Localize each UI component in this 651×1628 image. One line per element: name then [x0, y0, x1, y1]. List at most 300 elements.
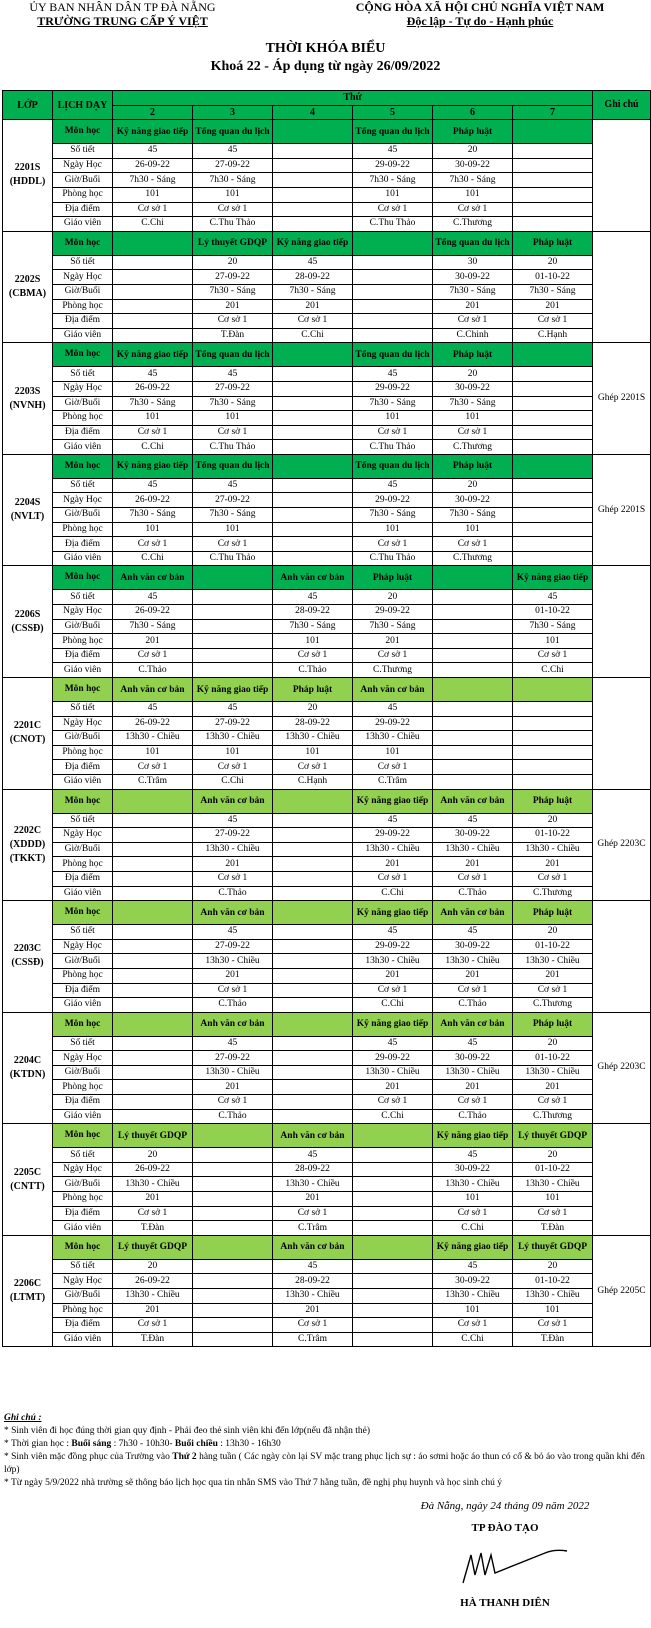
detail-cell: [113, 828, 193, 843]
subject-cell: Kỹ năng giao tiếp: [113, 343, 193, 367]
detail-cell: 28-09-22: [273, 1274, 353, 1289]
detail-cell: Cơ sở 1: [433, 1318, 513, 1333]
row-label: Địa điểm: [53, 1206, 113, 1221]
subject-cell: Anh văn cơ bản: [193, 901, 273, 925]
class-name: 2202S: [14, 274, 41, 286]
detail-cell: [193, 648, 273, 663]
detail-cell: [113, 299, 193, 314]
detail-cell: 101: [193, 411, 273, 426]
detail-cell: 20: [513, 1036, 593, 1051]
detail-cell: 45: [433, 1259, 513, 1274]
detail-cell: C.Chinh: [433, 328, 513, 343]
detail-cell: [193, 1289, 273, 1304]
detail-cell: [433, 731, 513, 746]
class-detail-row: [3, 255, 651, 270]
detail-cell: Cơ sở 1: [513, 648, 593, 663]
class-detail-row: [3, 590, 651, 605]
detail-cell: 26-09-22: [113, 1162, 193, 1177]
class-subject-row: [3, 454, 651, 478]
note-bold: Buổi sáng: [71, 1439, 112, 1449]
detail-cell: 201: [433, 1080, 513, 1095]
note-item: * Từ ngày 5/9/2022 nhà trường sẽ thông báo lịch học qua tin nhắn SMS vào Thứ 7 hằng tuần, đề nghị phụ huynh và học sinh chú ý: [4, 1478, 502, 1488]
detail-cell: 7h30 - Sáng: [113, 396, 193, 411]
detail-cell: 101: [273, 745, 353, 760]
subject-cell: Anh văn cơ bản: [273, 1124, 353, 1148]
subject-cell: [113, 901, 193, 925]
detail-cell: 26-09-22: [113, 716, 193, 731]
detail-cell: [353, 299, 433, 314]
detail-cell: [513, 217, 593, 232]
detail-cell: [113, 1095, 193, 1110]
class-detail-row: [3, 202, 651, 217]
detail-cell: C.Thương: [513, 998, 593, 1013]
detail-cell: 201: [513, 968, 593, 983]
class-name-cell: [3, 789, 53, 901]
detail-cell: 7h30 - Sáng: [353, 173, 433, 188]
row-label: Phòng học: [53, 522, 113, 537]
detail-cell: Cơ sở 1: [513, 983, 593, 998]
row-label: Phòng học: [53, 857, 113, 872]
detail-cell: [193, 1148, 273, 1163]
detail-cell: 27-09-22: [193, 493, 273, 508]
detail-cell: 29-09-22: [353, 381, 433, 396]
detail-cell: Cơ sở 1: [433, 1206, 513, 1221]
detail-cell: C.Chi: [353, 886, 433, 901]
detail-cell: C.Hạnh: [513, 328, 593, 343]
row-label: Phòng học: [53, 968, 113, 983]
detail-cell: 201: [353, 857, 433, 872]
subject-cell: Tổng quan du lịch: [433, 231, 513, 255]
subject-cell: Tổng quan du lịch: [353, 343, 433, 367]
detail-cell: [513, 508, 593, 523]
detail-cell: Cơ sở 1: [513, 871, 593, 886]
detail-cell: [113, 255, 193, 270]
class-detail-row: [3, 173, 651, 188]
detail-cell: Cơ sở 1: [353, 983, 433, 998]
class-detail-row: [3, 1109, 651, 1124]
detail-cell: [433, 648, 513, 663]
detail-cell: T.Đàn: [513, 1332, 593, 1347]
detail-cell: C.Chi: [113, 217, 193, 232]
class-detail-row: [3, 857, 651, 872]
detail-cell: [273, 425, 353, 440]
detail-cell: Cơ sở 1: [113, 648, 193, 663]
class-code: (XDDD) (TKKT): [9, 838, 46, 864]
detail-cell: 27-09-22: [193, 158, 273, 173]
row-label: Địa điểm: [53, 1318, 113, 1333]
detail-cell: [193, 619, 273, 634]
class-detail-row: [3, 1206, 651, 1221]
detail-cell: 20: [433, 367, 513, 382]
detail-cell: [113, 998, 193, 1013]
detail-cell: [433, 745, 513, 760]
detail-cell: [513, 158, 593, 173]
class-detail-row: [3, 1318, 651, 1333]
row-label: Số tiết: [53, 1148, 113, 1163]
detail-cell: Cơ sở 1: [353, 537, 433, 552]
detail-cell: [513, 522, 593, 537]
class-detail-row: [3, 1259, 651, 1274]
class-code: (LTMT): [9, 1292, 46, 1304]
class-name: 2203S: [14, 385, 41, 397]
detail-cell: 201: [513, 299, 593, 314]
detail-cell: 45: [353, 1036, 433, 1051]
detail-cell: 45: [193, 1036, 273, 1051]
school-name: TRƯỜNG TRUNG CẤP Ý VIỆT: [37, 14, 208, 28]
class-name: 2202C: [13, 824, 42, 836]
signer-name: HÀ THANH DIÊN: [460, 1597, 550, 1609]
class-detail-row: [3, 381, 651, 396]
detail-cell: Cơ sở 1: [113, 1318, 193, 1333]
detail-cell: Cơ sở 1: [353, 202, 433, 217]
detail-cell: 26-09-22: [113, 1274, 193, 1289]
detail-cell: Cơ sở 1: [193, 537, 273, 552]
detail-cell: [273, 828, 353, 843]
detail-cell: Cơ sở 1: [273, 1206, 353, 1221]
class-detail-row: [3, 144, 651, 159]
subject-cell: [273, 343, 353, 367]
subject-cell: [513, 454, 593, 478]
subject-cell: [193, 1124, 273, 1148]
class-note: [593, 1124, 651, 1236]
row-label: Ngày Học: [53, 1051, 113, 1066]
detail-cell: 7h30 - Sáng: [193, 508, 273, 523]
row-label: Giờ/Buổi: [53, 954, 113, 969]
detail-cell: C.Thương: [433, 217, 513, 232]
detail-cell: 30-09-22: [433, 493, 513, 508]
class-note: [593, 566, 651, 678]
detail-cell: [193, 590, 273, 605]
row-label: Môn học: [53, 343, 113, 367]
detail-cell: 20: [113, 1259, 193, 1274]
row-label: Ngày Học: [53, 1274, 113, 1289]
row-label: Ngày Học: [53, 828, 113, 843]
detail-cell: [273, 158, 353, 173]
row-label: Địa điểm: [53, 871, 113, 886]
detail-cell: [353, 1192, 433, 1207]
detail-cell: [273, 842, 353, 857]
detail-cell: [193, 1259, 273, 1274]
row-label: Môn học: [53, 901, 113, 925]
class-name: 2204S: [14, 497, 41, 509]
subject-cell: [353, 1124, 433, 1148]
detail-cell: 7h30 - Sáng: [273, 619, 353, 634]
detail-cell: Cơ sở 1: [433, 537, 513, 552]
detail-cell: 101: [433, 1192, 513, 1207]
header-schedule: LỊCH DẠY: [53, 91, 113, 120]
row-label: Địa điểm: [53, 983, 113, 998]
class-detail-row: [3, 1051, 651, 1066]
class-detail-row: [3, 954, 651, 969]
detail-cell: 13h30 - Chiều: [113, 1177, 193, 1192]
detail-cell: 45: [113, 590, 193, 605]
detail-cell: 13h30 - Chiều: [353, 842, 433, 857]
detail-cell: [273, 939, 353, 954]
detail-cell: 45: [513, 590, 593, 605]
subject-cell: [273, 1012, 353, 1036]
class-note: Ghép 2205C: [593, 1235, 651, 1347]
detail-cell: [353, 1259, 433, 1274]
detail-cell: 201: [433, 857, 513, 872]
detail-cell: Cơ sở 1: [193, 314, 273, 329]
detail-cell: 7h30 - Sáng: [513, 284, 593, 299]
row-label: Giờ/Buổi: [53, 842, 113, 857]
detail-cell: C.Thảo: [193, 1109, 273, 1124]
detail-cell: Cơ sở 1: [113, 425, 193, 440]
class-name: 2206S: [14, 608, 41, 620]
detail-cell: 20: [353, 590, 433, 605]
row-label: Môn học: [53, 1235, 113, 1259]
detail-cell: 13h30 - Chiều: [433, 1065, 513, 1080]
detail-cell: 13h30 - Chiều: [273, 1289, 353, 1304]
detail-cell: [193, 1192, 273, 1207]
detail-cell: [193, 1274, 273, 1289]
detail-cell: C.Thảo: [113, 663, 193, 678]
detail-cell: 7h30 - Sáng: [273, 284, 353, 299]
class-name-cell: [3, 678, 53, 790]
detail-cell: C.Thu Thảo: [193, 551, 273, 566]
detail-cell: 201: [353, 1080, 433, 1095]
detail-cell: [353, 1274, 433, 1289]
detail-cell: 101: [353, 411, 433, 426]
detail-cell: [433, 663, 513, 678]
class-detail-row: [3, 1065, 651, 1080]
detail-cell: 01-10-22: [513, 939, 593, 954]
detail-cell: Cơ sở 1: [193, 202, 273, 217]
subject-cell: Pháp luật: [513, 901, 593, 925]
detail-cell: Cơ sở 1: [513, 314, 593, 329]
class-detail-row: [3, 411, 651, 426]
row-label: Ngày Học: [53, 381, 113, 396]
detail-cell: 201: [513, 857, 593, 872]
subject-cell: Pháp luật: [353, 566, 433, 590]
class-detail-row: [3, 425, 651, 440]
class-detail-row: [3, 440, 651, 455]
row-label: Ngày Học: [53, 605, 113, 620]
header-day: 2: [113, 105, 193, 120]
row-label: Giờ/Buổi: [53, 1065, 113, 1080]
header-day: 6: [433, 105, 513, 120]
detail-cell: Cơ sở 1: [513, 1206, 593, 1221]
detail-cell: 101: [433, 1303, 513, 1318]
detail-cell: [113, 939, 193, 954]
detail-cell: Cơ sở 1: [353, 871, 433, 886]
detail-cell: [513, 396, 593, 411]
detail-cell: C.Thu Thảo: [353, 440, 433, 455]
detail-cell: 13h30 - Chiều: [513, 1177, 593, 1192]
detail-cell: 101: [353, 745, 433, 760]
detail-cell: 45: [273, 255, 353, 270]
row-label: Ngày Học: [53, 939, 113, 954]
detail-cell: [273, 187, 353, 202]
detail-cell: [113, 1065, 193, 1080]
class-detail-row: [3, 716, 651, 731]
detail-cell: [433, 716, 513, 731]
detail-cell: 7h30 - Sáng: [433, 396, 513, 411]
detail-cell: 20: [513, 255, 593, 270]
detail-cell: Cơ sở 1: [193, 983, 273, 998]
row-label: Giờ/Buổi: [53, 284, 113, 299]
note-text: hàng tuần ( Các ngày còn lại SV mặc trang phục lịch sự : áo sơmi hoặc áo thun có cổ & bỏ áo vào trong quần khi đến lớp): [4, 1452, 645, 1475]
detail-cell: C.Chi: [433, 1221, 513, 1236]
row-label: Địa điểm: [53, 425, 113, 440]
detail-cell: 201: [193, 968, 273, 983]
detail-cell: [273, 1051, 353, 1066]
detail-cell: 01-10-22: [513, 1051, 593, 1066]
detail-cell: T.Đàn: [193, 328, 273, 343]
detail-cell: [113, 1051, 193, 1066]
row-label: Giáo viên: [53, 663, 113, 678]
row-label: Địa điểm: [53, 202, 113, 217]
detail-cell: Cơ sở 1: [273, 648, 353, 663]
subject-cell: Lý thuyết GDQP: [113, 1235, 193, 1259]
detail-cell: [273, 493, 353, 508]
detail-cell: [513, 716, 593, 731]
class-detail-row: [3, 648, 651, 663]
detail-cell: 101: [193, 522, 273, 537]
detail-cell: [513, 702, 593, 717]
class-detail-row: [3, 508, 651, 523]
row-label: Phòng học: [53, 634, 113, 649]
class-detail-row: [3, 983, 651, 998]
subject-cell: Kỹ năng giao tiếp: [353, 901, 433, 925]
detail-cell: [193, 1162, 273, 1177]
detail-cell: 7h30 - Sáng: [513, 619, 593, 634]
detail-cell: 45: [193, 925, 273, 940]
detail-cell: 29-09-22: [353, 1051, 433, 1066]
row-label: Giáo viên: [53, 1221, 113, 1236]
detail-cell: 201: [113, 1303, 193, 1318]
detail-cell: 101: [513, 634, 593, 649]
subject-cell: Lý thuyết GDQP: [513, 1124, 593, 1148]
class-note: [593, 678, 651, 790]
detail-cell: 45: [353, 813, 433, 828]
class-detail-row: [3, 1177, 651, 1192]
detail-cell: [513, 187, 593, 202]
detail-cell: C.Thương: [513, 886, 593, 901]
detail-cell: 7h30 - Sáng: [353, 396, 433, 411]
detail-cell: [113, 983, 193, 998]
detail-cell: 101: [433, 187, 513, 202]
detail-cell: [433, 619, 513, 634]
detail-cell: 45: [113, 144, 193, 159]
class-code: (HDDL): [9, 176, 46, 188]
class-detail-row: [3, 619, 651, 634]
detail-cell: Cơ sở 1: [433, 425, 513, 440]
detail-cell: [513, 367, 593, 382]
note-text: : 13h30 - 16h30: [217, 1439, 281, 1449]
detail-cell: 27-09-22: [193, 939, 273, 954]
detail-cell: [513, 493, 593, 508]
class-detail-row: [3, 187, 651, 202]
page-subtitle: Khoá 22 - Áp dụng từ ngày 26/09/2022: [210, 59, 441, 74]
row-label: Ngày Học: [53, 493, 113, 508]
handwritten-signature: [455, 1545, 575, 1587]
detail-cell: 201: [193, 299, 273, 314]
row-label: Phòng học: [53, 1080, 113, 1095]
class-note: Ghép 2203C: [593, 1012, 651, 1124]
detail-cell: 20: [273, 702, 353, 717]
detail-cell: 28-09-22: [273, 716, 353, 731]
detail-cell: 201: [193, 1080, 273, 1095]
row-label: Môn học: [53, 566, 113, 590]
detail-cell: 27-09-22: [193, 1051, 273, 1066]
class-name-cell: [3, 566, 53, 678]
note-item: [4, 1451, 649, 1477]
class-name-cell: [3, 120, 53, 232]
detail-cell: 30-09-22: [433, 828, 513, 843]
detail-cell: [113, 954, 193, 969]
class-detail-row: [3, 314, 651, 329]
header-class: LỚP: [3, 91, 53, 120]
detail-cell: 101: [513, 1303, 593, 1318]
detail-cell: [273, 1109, 353, 1124]
detail-cell: [513, 425, 593, 440]
detail-cell: Cơ sở 1: [353, 648, 433, 663]
detail-cell: 45: [353, 144, 433, 159]
detail-cell: [193, 605, 273, 620]
detail-cell: C.Thu Thảo: [193, 217, 273, 232]
row-label: Số tiết: [53, 1259, 113, 1274]
detail-cell: C.Thảo: [433, 998, 513, 1013]
subject-cell: [353, 1235, 433, 1259]
detail-cell: 101: [433, 411, 513, 426]
class-name: 2204C: [13, 1054, 42, 1066]
class-detail-row: [3, 1221, 651, 1236]
detail-cell: [113, 1080, 193, 1095]
subject-cell: Lý thuyết GDQP: [513, 1235, 593, 1259]
detail-cell: Cơ sở 1: [433, 202, 513, 217]
subject-cell: Anh văn cơ bản: [273, 1235, 353, 1259]
detail-cell: 30-09-22: [433, 270, 513, 285]
row-label: Giờ/Buổi: [53, 1289, 113, 1304]
subject-cell: Kỹ năng giao tiếp: [433, 1124, 513, 1148]
detail-cell: 20: [513, 1148, 593, 1163]
row-label: Địa điểm: [53, 648, 113, 663]
detail-cell: 30-09-22: [433, 1162, 513, 1177]
class-code: (KTDN): [9, 1068, 46, 1080]
detail-cell: [273, 925, 353, 940]
note-bold: Buổi chiều: [174, 1439, 218, 1449]
class-detail-row: [3, 1080, 651, 1095]
detail-cell: 26-09-22: [113, 158, 193, 173]
detail-cell: 201: [353, 968, 433, 983]
subject-cell: Anh văn cơ bản: [433, 789, 513, 813]
detail-cell: 13h30 - Chiều: [513, 1065, 593, 1080]
detail-cell: [113, 886, 193, 901]
detail-cell: C.Thảo: [433, 886, 513, 901]
detail-cell: 201: [113, 634, 193, 649]
row-label: Số tiết: [53, 255, 113, 270]
class-note: Ghép 2201S: [593, 454, 651, 566]
subject-cell: Kỹ năng giao tiếp: [113, 120, 193, 144]
subject-cell: Tổng quan du lịch: [193, 343, 273, 367]
class-name-cell: [3, 231, 53, 343]
detail-cell: [513, 440, 593, 455]
notes-title: Ghi chú :: [4, 1413, 42, 1423]
subject-cell: Pháp luật: [433, 120, 513, 144]
class-note: Ghép 2203C: [593, 789, 651, 901]
class-detail-row: [3, 551, 651, 566]
detail-cell: [273, 367, 353, 382]
class-detail-row: [3, 842, 651, 857]
detail-cell: 13h30 - Chiều: [353, 1065, 433, 1080]
note-text: * Thời gian học :: [4, 1439, 72, 1449]
detail-cell: 20: [193, 255, 273, 270]
row-label: Phòng học: [53, 187, 113, 202]
detail-cell: Cơ sở 1: [353, 760, 433, 775]
subject-cell: [273, 120, 353, 144]
